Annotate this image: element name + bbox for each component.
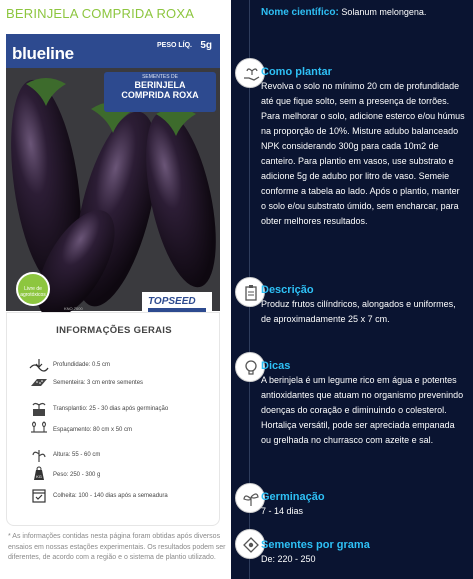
info-row-weight: Peso: 250 - 300 g bbox=[53, 472, 101, 478]
general-info-card bbox=[6, 312, 220, 526]
seed-packet-image bbox=[6, 34, 220, 311]
harvest-icon bbox=[29, 487, 49, 503]
section-title-dicas: Dicas bbox=[261, 360, 291, 372]
info-row-seedbed: Sementeira: 3 cm entre sementes bbox=[53, 380, 144, 386]
disclaimer-text: * As informações contidas nesta página foram obtidas após diversos ensaios em nossas estações experimentais. Os resultados podem ser diferentes, de acordo com a região e o sistema de plantio utilizado. bbox=[8, 533, 226, 561]
section-text-descricao: Produz frutos cilíndricos, alongados e uniformes, de aproximadamente 25 x 7 cm. bbox=[261, 299, 456, 324]
packet-weight-value: 5g bbox=[200, 40, 212, 51]
packet-lot: KNO 7000 bbox=[64, 306, 83, 311]
section-title-sementes-por-grama: Sementes por grama bbox=[261, 539, 370, 551]
section-text-germinacao: 7 - 14 dias bbox=[261, 506, 304, 516]
organic-seal: Livre de agrotóxicos bbox=[16, 272, 50, 306]
packet-label-line1: BERINJELA bbox=[134, 80, 186, 90]
section-text-como-plantar: Revolva o solo no mínimo 20 cm de profundidade até que fique solto, sem a presença de torrões. Para melhorar o solo, adicione esterco e/ou húmus na proporção de 10%. Misture adubo balanceado NPK considerando 300g para cada 10m2 de canteiro. Para plantio em vasos, use substrato e adicione 5g de adubo por litro de vaso. Semeie conforme a tabela ao lado. Após o plantio, manter o solo e/ou substrato úmido, sem encharcar, para obter melhores resultados. bbox=[261, 81, 465, 226]
info-row-depth: Profundidade: 0.5 cm bbox=[53, 362, 111, 368]
general-info-title: INFORMAÇÕES GERAIS bbox=[56, 325, 172, 336]
scientific-name bbox=[261, 5, 461, 20]
info-row-harvest: Colheita: 100 - 140 dias após a semeadura bbox=[53, 493, 168, 499]
brand-logo: blueline bbox=[12, 44, 74, 63]
scientific-name-value: Solanum melongena. bbox=[341, 7, 427, 17]
transplant-icon bbox=[29, 401, 49, 417]
svg-text:KG: KG bbox=[36, 474, 42, 479]
topseed-logo: TOPSEED bbox=[148, 296, 206, 324]
height-icon bbox=[29, 447, 49, 463]
packet-weight-label: PESO LÍQ. bbox=[156, 42, 192, 49]
spacing-icon bbox=[29, 419, 49, 435]
weight-icon bbox=[29, 465, 49, 481]
packet-label-small: SEMENTES DE bbox=[142, 74, 178, 80]
section-text-dicas: A berinjela é um legume rico em água e potentes antioxidantes que atuam no organismo prevenindo doenças do coração e diminuindo o colesterol. Hortaliça versátil, pode ser apreciada empanada ou grelhada no churrasco com azeite e sal. bbox=[261, 375, 464, 445]
packet-label-line2: COMPRIDA ROXA bbox=[121, 90, 199, 100]
product-title: BERINJELA COMPRIDA ROXA bbox=[6, 6, 195, 21]
section-title-germinacao: Germinação bbox=[261, 491, 325, 503]
depth-icon bbox=[29, 357, 49, 373]
info-row-height: Altura: 55 - 60 cm bbox=[53, 452, 101, 458]
scientific-name-label: Nome científico: bbox=[261, 7, 339, 18]
packet-label bbox=[104, 72, 216, 112]
info-row-spacing: Espaçamento: 80 cm x 50 cm bbox=[53, 427, 133, 433]
section-title-como-plantar: Como plantar bbox=[261, 66, 332, 78]
seedbed-icon bbox=[29, 375, 49, 391]
info-row-transplant: Transplantio: 25 - 30 dias após germinação bbox=[53, 406, 169, 412]
section-title-descricao: Descrição bbox=[261, 284, 314, 296]
details-panel bbox=[231, 0, 473, 579]
section-text-sementes-por-grama: De: 220 - 250 bbox=[261, 554, 316, 564]
